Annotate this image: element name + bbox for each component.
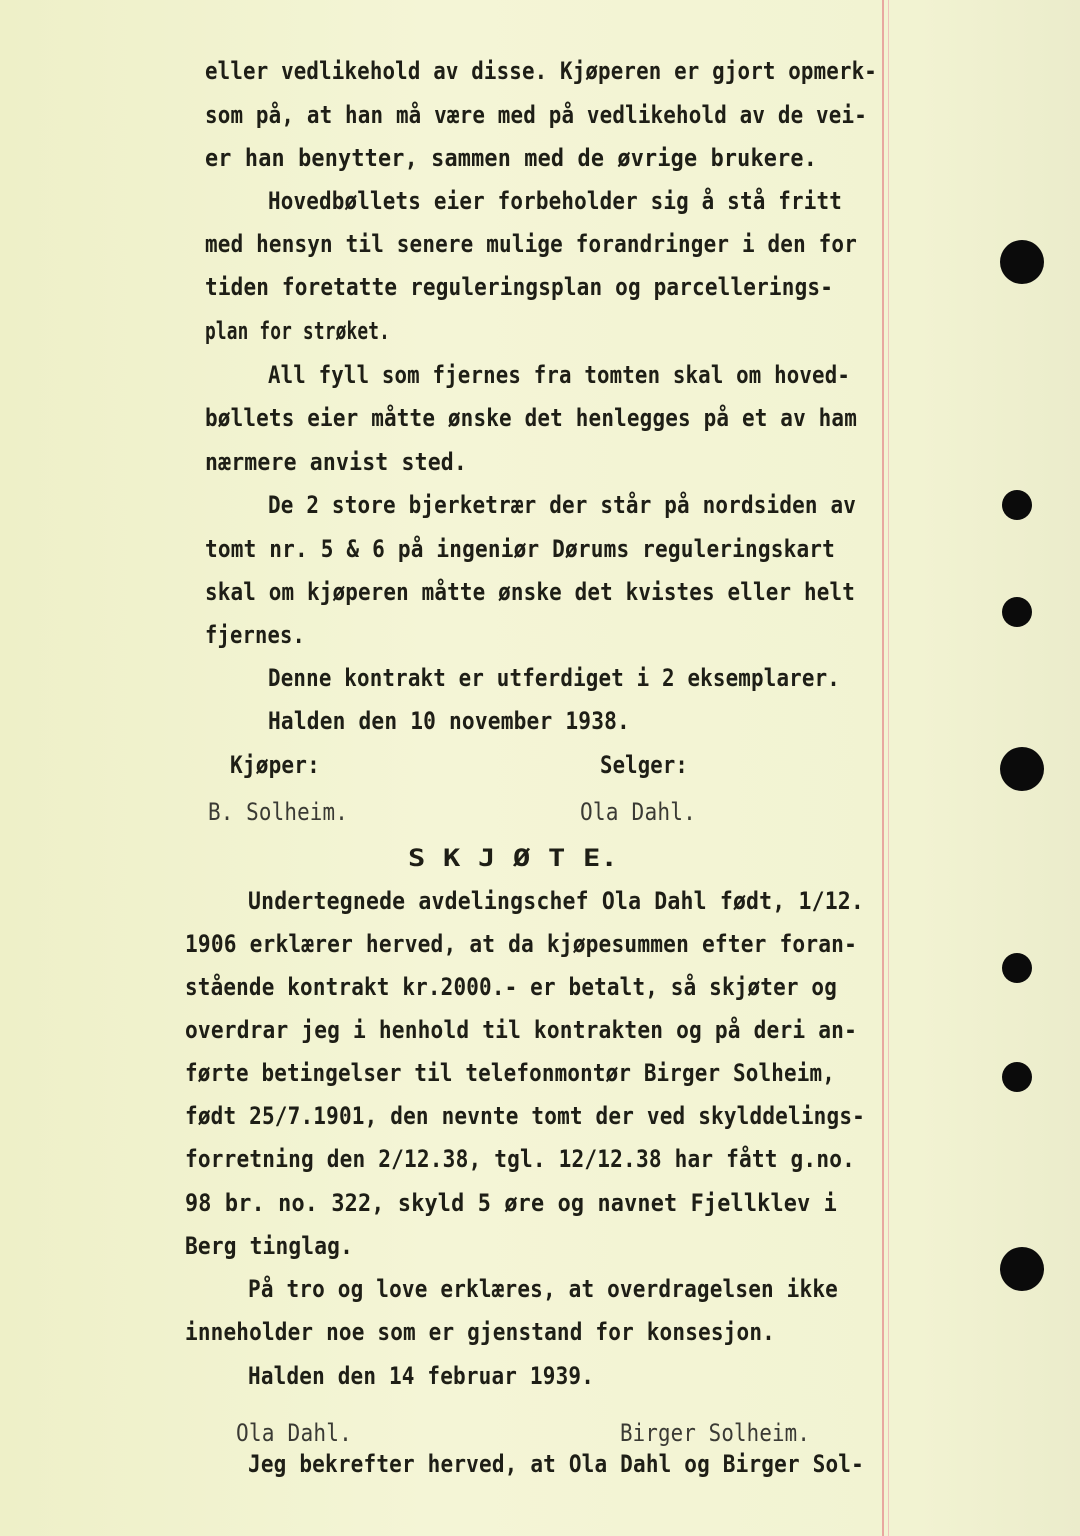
text-line: Undertegnede avdelingschef Ola Dahl født, 1/12. xyxy=(248,887,865,915)
text-line: B. Solheim. xyxy=(208,798,348,826)
binder-hole-icon xyxy=(1000,747,1044,791)
text-line: er han benytter, sammen med de øvrige brukere. xyxy=(205,144,818,172)
text-line: På tro og love erklæres, at overdragelsen ikke xyxy=(248,1275,838,1303)
text-line: Kjøper: xyxy=(230,751,320,779)
text-line: tiden foretatte reguleringsplan og parcellerings- xyxy=(205,273,834,301)
text-line: født 25/7.1901, den nevnte tomt der ved skylddelings- xyxy=(185,1102,865,1130)
text-line: forretning den 2/12.38, tgl. 12/12.38 har fått g.no. xyxy=(185,1145,855,1173)
text-line: skal om kjøperen måtte ønske det kvistes eller helt xyxy=(205,578,855,606)
text-line: Jeg bekrefter herved, at Ola Dahl og Birger Sol- xyxy=(248,1450,864,1478)
text-line: som på, at han må være med på vedlikehold av de vei- xyxy=(205,101,867,129)
binder-hole-icon xyxy=(1002,597,1032,627)
text-line: Hovedbøllets eier forbeholder sig å stå fritt xyxy=(268,187,842,215)
binder-hole-icon xyxy=(1002,1062,1032,1092)
text-line: All fyll som fjernes fra tomten skal om hoved- xyxy=(268,361,851,389)
text-line: Ola Dahl. xyxy=(236,1419,352,1447)
text-line: tomt nr. 5 & 6 på ingeniør Dørums reguleringskart xyxy=(205,535,836,563)
text-line: eller vedlikehold av disse. Kjøperen er gjort opmerk- xyxy=(205,57,877,85)
text-line: De 2 store bjerketrær der står på nordsiden av xyxy=(268,491,857,519)
text-line: Halden den 14 februar 1939. xyxy=(248,1362,595,1390)
text-line: S K J Ø T E. xyxy=(408,844,619,872)
binder-hole-icon xyxy=(1002,953,1032,983)
text-line: Selger: xyxy=(600,751,688,779)
red-margin-line-secondary xyxy=(888,0,889,1536)
text-line: 98 br. no. 322, skyld 5 øre og navnet Fjellklev i xyxy=(185,1189,837,1217)
text-line: Denne kontrakt er utferdiget i 2 eksemplarer. xyxy=(268,664,841,692)
text-line: plan for strøket. xyxy=(205,317,390,345)
text-line: med hensyn til senere mulige forandringer i den for xyxy=(205,230,858,258)
text-line: Halden den 10 november 1938. xyxy=(268,707,630,735)
binder-hole-icon xyxy=(1000,1247,1044,1291)
text-line: Berg tinglag. xyxy=(185,1232,353,1260)
red-margin-line xyxy=(882,0,884,1536)
text-line: fjernes. xyxy=(205,621,305,649)
text-line: Ola Dahl. xyxy=(580,798,696,826)
text-line: 1906 erklærer herved, at da kjøpesummen efter foran- xyxy=(185,930,858,958)
text-line: inneholder noe som er gjenstand for konsesjon. xyxy=(185,1318,775,1346)
binder-hole-icon xyxy=(1000,240,1044,284)
text-line: bøllets eier måtte ønske det henlegges på et av ham xyxy=(205,404,858,432)
text-line: stående kontrakt kr.2000.- er betalt, så skjøter og xyxy=(185,973,838,1001)
text-line: førte betingelser til telefonmontør Birger Solheim, xyxy=(185,1059,835,1087)
text-line: nærmere anvist sted. xyxy=(205,448,467,476)
text-line: Birger Solheim. xyxy=(620,1419,810,1447)
text-line: overdrar jeg i henhold til kontrakten og på deri an- xyxy=(185,1016,858,1044)
binder-hole-icon xyxy=(1002,490,1032,520)
